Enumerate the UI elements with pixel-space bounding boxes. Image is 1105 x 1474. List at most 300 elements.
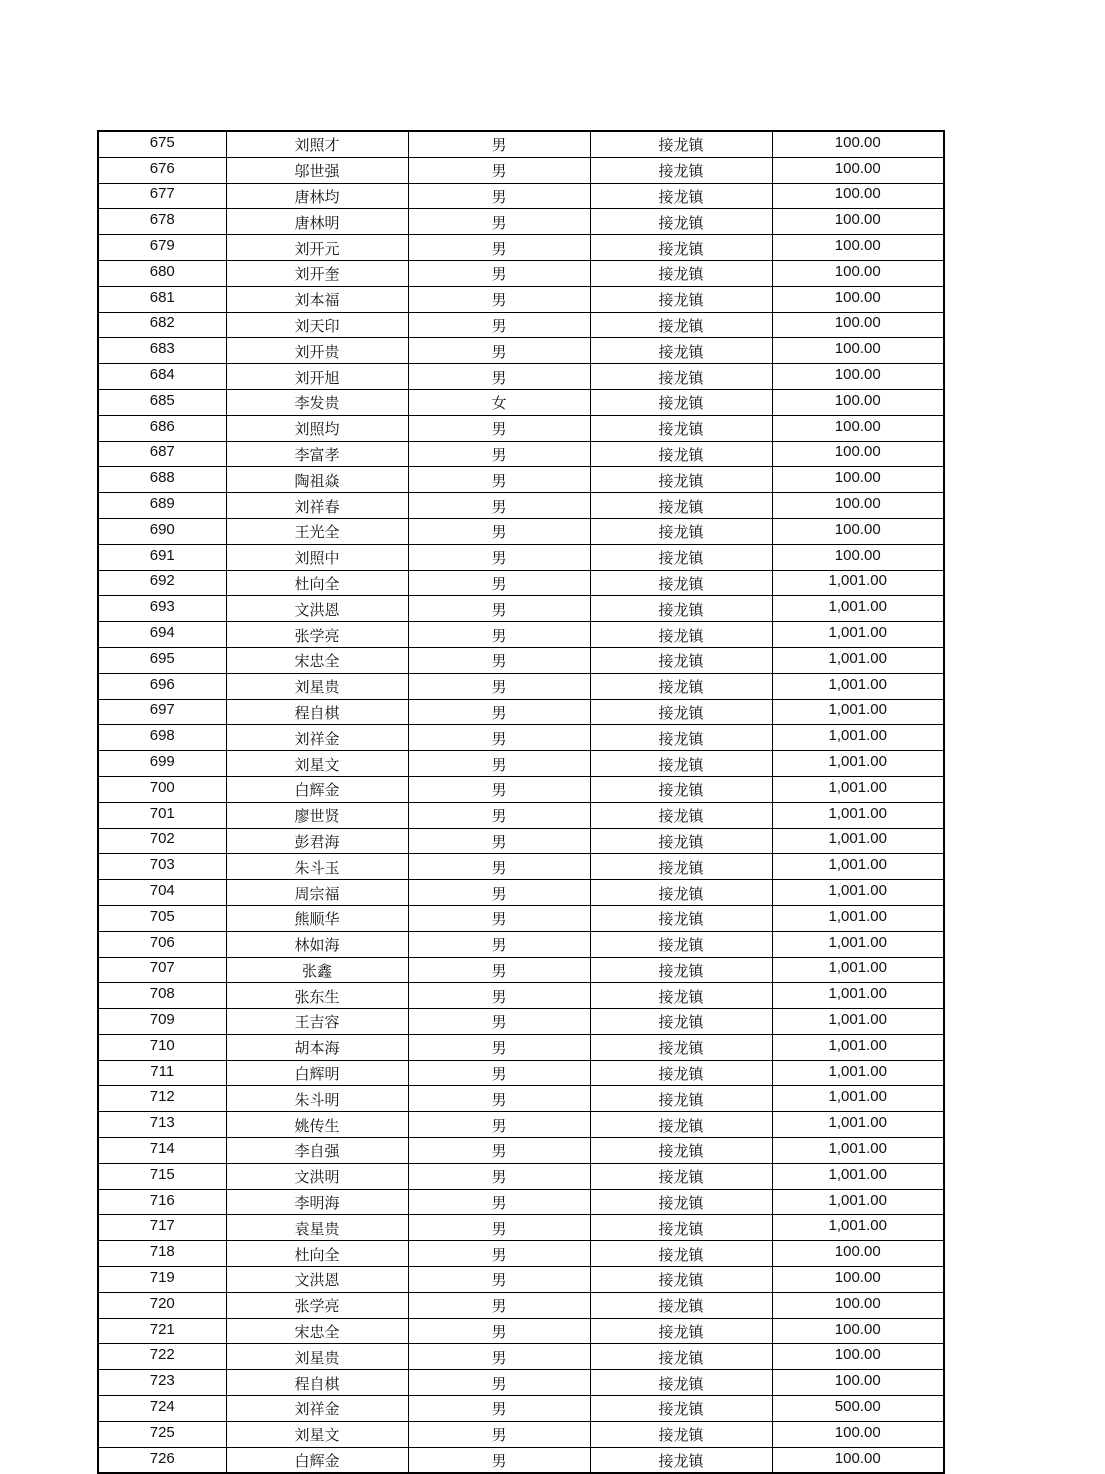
town-cell: 接龙镇 [590,983,772,1009]
table-row [98,1138,944,1164]
table-row [98,157,944,183]
row-number-cell: 721 [98,1318,226,1344]
row-number-cell: 681 [98,286,226,312]
amount-cell: 1,001.00 [772,1189,944,1215]
gender-cell: 男 [408,828,590,854]
row-number-cell: 726 [98,1447,226,1473]
town-cell: 接龙镇 [590,1292,772,1318]
person-name-cell: 廖世贤 [226,802,408,828]
amount-cell: 100.00 [772,1447,944,1473]
amount-cell: 100.00 [772,1267,944,1293]
gender-cell: 男 [408,983,590,1009]
row-number-cell: 692 [98,570,226,596]
person-name-cell: 刘本福 [226,286,408,312]
amount-cell: 100.00 [772,286,944,312]
row-number-cell: 675 [98,131,226,157]
town-cell: 接龙镇 [590,260,772,286]
person-name-cell: 刘祥春 [226,493,408,519]
town-cell: 接龙镇 [590,131,772,157]
amount-cell: 1,001.00 [772,1009,944,1035]
amount-cell: 1,001.00 [772,880,944,906]
person-name-cell: 张学亮 [226,622,408,648]
row-number-cell: 706 [98,931,226,957]
row-number-cell: 682 [98,312,226,338]
gender-cell: 男 [408,880,590,906]
table-row [98,983,944,1009]
person-name-cell: 周宗福 [226,880,408,906]
table-row [98,751,944,777]
row-number-cell: 708 [98,983,226,1009]
table-row [98,1009,944,1035]
row-number-cell: 722 [98,1344,226,1370]
table-row [98,1370,944,1396]
row-number-cell: 719 [98,1267,226,1293]
row-number-cell: 718 [98,1241,226,1267]
gender-cell: 男 [408,544,590,570]
town-cell: 接龙镇 [590,699,772,725]
row-number-cell: 689 [98,493,226,519]
town-cell: 接龙镇 [590,493,772,519]
table-row [98,1241,944,1267]
table-row [98,1267,944,1293]
person-name-cell: 文洪恩 [226,1267,408,1293]
table-row [98,235,944,261]
gender-cell: 男 [408,776,590,802]
table-row [98,570,944,596]
town-cell: 接龙镇 [590,776,772,802]
town-cell: 接龙镇 [590,1318,772,1344]
town-cell: 接龙镇 [590,1396,772,1422]
table-row [98,364,944,390]
person-name-cell: 袁星贵 [226,1215,408,1241]
table-row [98,209,944,235]
recipient-table [97,130,945,1474]
row-number-cell: 694 [98,622,226,648]
gender-cell: 男 [408,441,590,467]
person-name-cell: 姚传生 [226,1112,408,1138]
table-row [98,1163,944,1189]
amount-cell: 1,001.00 [772,931,944,957]
town-cell: 接龙镇 [590,673,772,699]
table-row [98,647,944,673]
amount-cell: 100.00 [772,235,944,261]
town-cell: 接龙镇 [590,1447,772,1473]
person-name-cell: 刘开贵 [226,338,408,364]
gender-cell: 男 [408,673,590,699]
table-row [98,1318,944,1344]
person-name-cell: 林如海 [226,931,408,957]
row-number-cell: 697 [98,699,226,725]
person-name-cell: 唐林明 [226,209,408,235]
person-name-cell: 朱斗明 [226,1086,408,1112]
gender-cell: 男 [408,622,590,648]
person-name-cell: 李明海 [226,1189,408,1215]
row-number-cell: 725 [98,1421,226,1447]
town-cell: 接龙镇 [590,338,772,364]
row-number-cell: 712 [98,1086,226,1112]
amount-cell: 100.00 [772,415,944,441]
gender-cell: 男 [408,1318,590,1344]
person-name-cell: 刘祥金 [226,725,408,751]
row-number-cell: 699 [98,751,226,777]
row-number-cell: 691 [98,544,226,570]
amount-cell: 100.00 [772,1241,944,1267]
table-row [98,1060,944,1086]
row-number-cell: 704 [98,880,226,906]
table-row [98,776,944,802]
gender-cell: 男 [408,1189,590,1215]
gender-cell: 男 [408,1163,590,1189]
amount-cell: 100.00 [772,260,944,286]
amount-cell: 1,001.00 [772,776,944,802]
amount-cell: 100.00 [772,1292,944,1318]
town-cell: 接龙镇 [590,312,772,338]
amount-cell: 100.00 [772,441,944,467]
town-cell: 接龙镇 [590,1138,772,1164]
person-name-cell: 胡本海 [226,1034,408,1060]
person-name-cell: 程自棋 [226,699,408,725]
amount-cell: 100.00 [772,1318,944,1344]
gender-cell: 男 [408,854,590,880]
row-number-cell: 715 [98,1163,226,1189]
town-cell: 接龙镇 [590,157,772,183]
table-row [98,1086,944,1112]
gender-cell: 男 [408,931,590,957]
amount-cell: 1,001.00 [772,802,944,828]
table-row [98,415,944,441]
row-number-cell: 723 [98,1370,226,1396]
gender-cell: 男 [408,1112,590,1138]
gender-cell: 男 [408,415,590,441]
table-body [98,131,944,1473]
table-row [98,1421,944,1447]
town-cell: 接龙镇 [590,751,772,777]
person-name-cell: 熊顺华 [226,905,408,931]
table-row [98,1215,944,1241]
amount-cell: 1,001.00 [772,699,944,725]
amount-cell: 1,001.00 [772,1112,944,1138]
amount-cell: 1,001.00 [772,725,944,751]
table-row [98,1396,944,1422]
town-cell: 接龙镇 [590,389,772,415]
town-cell: 接龙镇 [590,467,772,493]
row-number-cell: 720 [98,1292,226,1318]
person-name-cell: 杜向全 [226,570,408,596]
gender-cell: 男 [408,1447,590,1473]
amount-cell: 100.00 [772,209,944,235]
person-name-cell: 刘照才 [226,131,408,157]
amount-cell: 100.00 [772,493,944,519]
row-number-cell: 716 [98,1189,226,1215]
town-cell: 接龙镇 [590,441,772,467]
person-name-cell: 刘星文 [226,1421,408,1447]
town-cell: 接龙镇 [590,518,772,544]
gender-cell: 男 [408,1292,590,1318]
table-row [98,338,944,364]
gender-cell: 男 [408,235,590,261]
town-cell: 接龙镇 [590,415,772,441]
table-row [98,699,944,725]
gender-cell: 男 [408,1215,590,1241]
person-name-cell: 刘开元 [226,235,408,261]
town-cell: 接龙镇 [590,931,772,957]
person-name-cell: 刘开奎 [226,260,408,286]
table-row [98,1112,944,1138]
town-cell: 接龙镇 [590,364,772,390]
town-cell: 接龙镇 [590,1370,772,1396]
town-cell: 接龙镇 [590,905,772,931]
person-name-cell: 白辉金 [226,776,408,802]
gender-cell: 男 [408,957,590,983]
row-number-cell: 684 [98,364,226,390]
row-number-cell: 677 [98,183,226,209]
person-name-cell: 张学亮 [226,1292,408,1318]
gender-cell: 男 [408,312,590,338]
town-cell: 接龙镇 [590,183,772,209]
person-name-cell: 彭君海 [226,828,408,854]
row-number-cell: 717 [98,1215,226,1241]
row-number-cell: 713 [98,1112,226,1138]
person-name-cell: 宋忠全 [226,1318,408,1344]
person-name-cell: 王光全 [226,518,408,544]
row-number-cell: 693 [98,596,226,622]
row-number-cell: 711 [98,1060,226,1086]
table-row [98,1292,944,1318]
person-name-cell: 文洪恩 [226,596,408,622]
person-name-cell: 刘星贵 [226,1344,408,1370]
person-name-cell: 白辉金 [226,1447,408,1473]
gender-cell: 男 [408,905,590,931]
row-number-cell: 676 [98,157,226,183]
row-number-cell: 695 [98,647,226,673]
person-name-cell: 文洪明 [226,1163,408,1189]
row-number-cell: 714 [98,1138,226,1164]
amount-cell: 100.00 [772,364,944,390]
amount-cell: 1,001.00 [772,1163,944,1189]
gender-cell: 男 [408,802,590,828]
gender-cell: 男 [408,1421,590,1447]
table-row [98,131,944,157]
gender-cell: 男 [408,493,590,519]
person-name-cell: 王吉容 [226,1009,408,1035]
amount-cell: 1,001.00 [772,1215,944,1241]
row-number-cell: 687 [98,441,226,467]
person-name-cell: 宋忠全 [226,647,408,673]
person-name-cell: 刘照中 [226,544,408,570]
person-name-cell: 邬世强 [226,157,408,183]
amount-cell: 100.00 [772,518,944,544]
table-row [98,1034,944,1060]
amount-cell: 1,001.00 [772,647,944,673]
person-name-cell: 陶祖焱 [226,467,408,493]
gender-cell: 男 [408,1009,590,1035]
table-row [98,493,944,519]
table-row [98,260,944,286]
table-row [98,880,944,906]
row-number-cell: 678 [98,209,226,235]
town-cell: 接龙镇 [590,880,772,906]
town-cell: 接龙镇 [590,1241,772,1267]
table-row [98,854,944,880]
person-name-cell: 刘星贵 [226,673,408,699]
town-cell: 接龙镇 [590,1215,772,1241]
table-row [98,957,944,983]
town-cell: 接龙镇 [590,235,772,261]
row-number-cell: 707 [98,957,226,983]
gender-cell: 男 [408,1396,590,1422]
person-name-cell: 刘开旭 [226,364,408,390]
town-cell: 接龙镇 [590,1086,772,1112]
gender-cell: 男 [408,338,590,364]
town-cell: 接龙镇 [590,1421,772,1447]
town-cell: 接龙镇 [590,1163,772,1189]
amount-cell: 100.00 [772,1370,944,1396]
row-number-cell: 686 [98,415,226,441]
amount-cell: 1,001.00 [772,596,944,622]
amount-cell: 1,001.00 [772,751,944,777]
gender-cell: 男 [408,1370,590,1396]
row-number-cell: 709 [98,1009,226,1035]
table-row [98,518,944,544]
amount-cell: 1,001.00 [772,1086,944,1112]
table-row [98,183,944,209]
table-row [98,467,944,493]
row-number-cell: 680 [98,260,226,286]
table-row [98,544,944,570]
row-number-cell: 700 [98,776,226,802]
town-cell: 接龙镇 [590,544,772,570]
gender-cell: 男 [408,260,590,286]
row-number-cell: 702 [98,828,226,854]
row-number-cell: 688 [98,467,226,493]
amount-cell: 100.00 [772,544,944,570]
gender-cell: 男 [408,699,590,725]
town-cell: 接龙镇 [590,209,772,235]
gender-cell: 男 [408,1344,590,1370]
amount-cell: 1,001.00 [772,854,944,880]
table-row [98,1189,944,1215]
row-number-cell: 701 [98,802,226,828]
amount-cell: 1,001.00 [772,957,944,983]
amount-cell: 1,001.00 [772,673,944,699]
person-name-cell: 李发贵 [226,389,408,415]
row-number-cell: 698 [98,725,226,751]
town-cell: 接龙镇 [590,725,772,751]
town-cell: 接龙镇 [590,1189,772,1215]
amount-cell: 1,001.00 [772,570,944,596]
person-name-cell: 朱斗玉 [226,854,408,880]
town-cell: 接龙镇 [590,596,772,622]
table-row [98,802,944,828]
person-name-cell: 刘祥金 [226,1396,408,1422]
person-name-cell: 刘星文 [226,751,408,777]
row-number-cell: 710 [98,1034,226,1060]
town-cell: 接龙镇 [590,957,772,983]
table-row [98,725,944,751]
gender-cell: 男 [408,1267,590,1293]
row-number-cell: 685 [98,389,226,415]
table-row [98,389,944,415]
gender-cell: 男 [408,1138,590,1164]
town-cell: 接龙镇 [590,1267,772,1293]
town-cell: 接龙镇 [590,1112,772,1138]
table-row [98,931,944,957]
gender-cell: 男 [408,364,590,390]
gender-cell: 男 [408,131,590,157]
gender-cell: 男 [408,647,590,673]
town-cell: 接龙镇 [590,1344,772,1370]
table-row [98,286,944,312]
gender-cell: 男 [408,1060,590,1086]
table-row [98,1447,944,1473]
person-name-cell: 刘照均 [226,415,408,441]
amount-cell: 100.00 [772,1344,944,1370]
table-row [98,441,944,467]
gender-cell: 男 [408,518,590,544]
town-cell: 接龙镇 [590,828,772,854]
gender-cell: 男 [408,209,590,235]
amount-cell: 1,001.00 [772,622,944,648]
person-name-cell: 张鑫 [226,957,408,983]
gender-cell: 男 [408,1086,590,1112]
table-row [98,828,944,854]
person-name-cell: 张东生 [226,983,408,1009]
gender-cell: 男 [408,286,590,312]
row-number-cell: 690 [98,518,226,544]
town-cell: 接龙镇 [590,802,772,828]
table-row [98,596,944,622]
row-number-cell: 696 [98,673,226,699]
amount-cell: 100.00 [772,338,944,364]
person-name-cell: 李富孝 [226,441,408,467]
table-row [98,905,944,931]
gender-cell: 男 [408,751,590,777]
gender-cell: 男 [408,570,590,596]
amount-cell: 100.00 [772,467,944,493]
gender-cell: 男 [408,725,590,751]
table-row [98,622,944,648]
person-name-cell: 白辉明 [226,1060,408,1086]
town-cell: 接龙镇 [590,647,772,673]
amount-cell: 100.00 [772,131,944,157]
gender-cell: 男 [408,157,590,183]
row-number-cell: 724 [98,1396,226,1422]
amount-cell: 100.00 [772,389,944,415]
town-cell: 接龙镇 [590,1060,772,1086]
gender-cell: 女 [408,389,590,415]
amount-cell: 100.00 [772,312,944,338]
town-cell: 接龙镇 [590,622,772,648]
table-row [98,1344,944,1370]
town-cell: 接龙镇 [590,1009,772,1035]
amount-cell: 1,001.00 [772,905,944,931]
person-name-cell: 杜向全 [226,1241,408,1267]
amount-cell: 100.00 [772,1421,944,1447]
person-name-cell: 唐林均 [226,183,408,209]
row-number-cell: 683 [98,338,226,364]
amount-cell: 1,001.00 [772,983,944,1009]
amount-cell: 1,001.00 [772,828,944,854]
amount-cell: 1,001.00 [772,1138,944,1164]
gender-cell: 男 [408,183,590,209]
amount-cell: 100.00 [772,183,944,209]
person-name-cell: 李自强 [226,1138,408,1164]
amount-cell: 1,001.00 [772,1034,944,1060]
amount-cell: 100.00 [772,157,944,183]
person-name-cell: 刘天印 [226,312,408,338]
gender-cell: 男 [408,467,590,493]
gender-cell: 男 [408,596,590,622]
